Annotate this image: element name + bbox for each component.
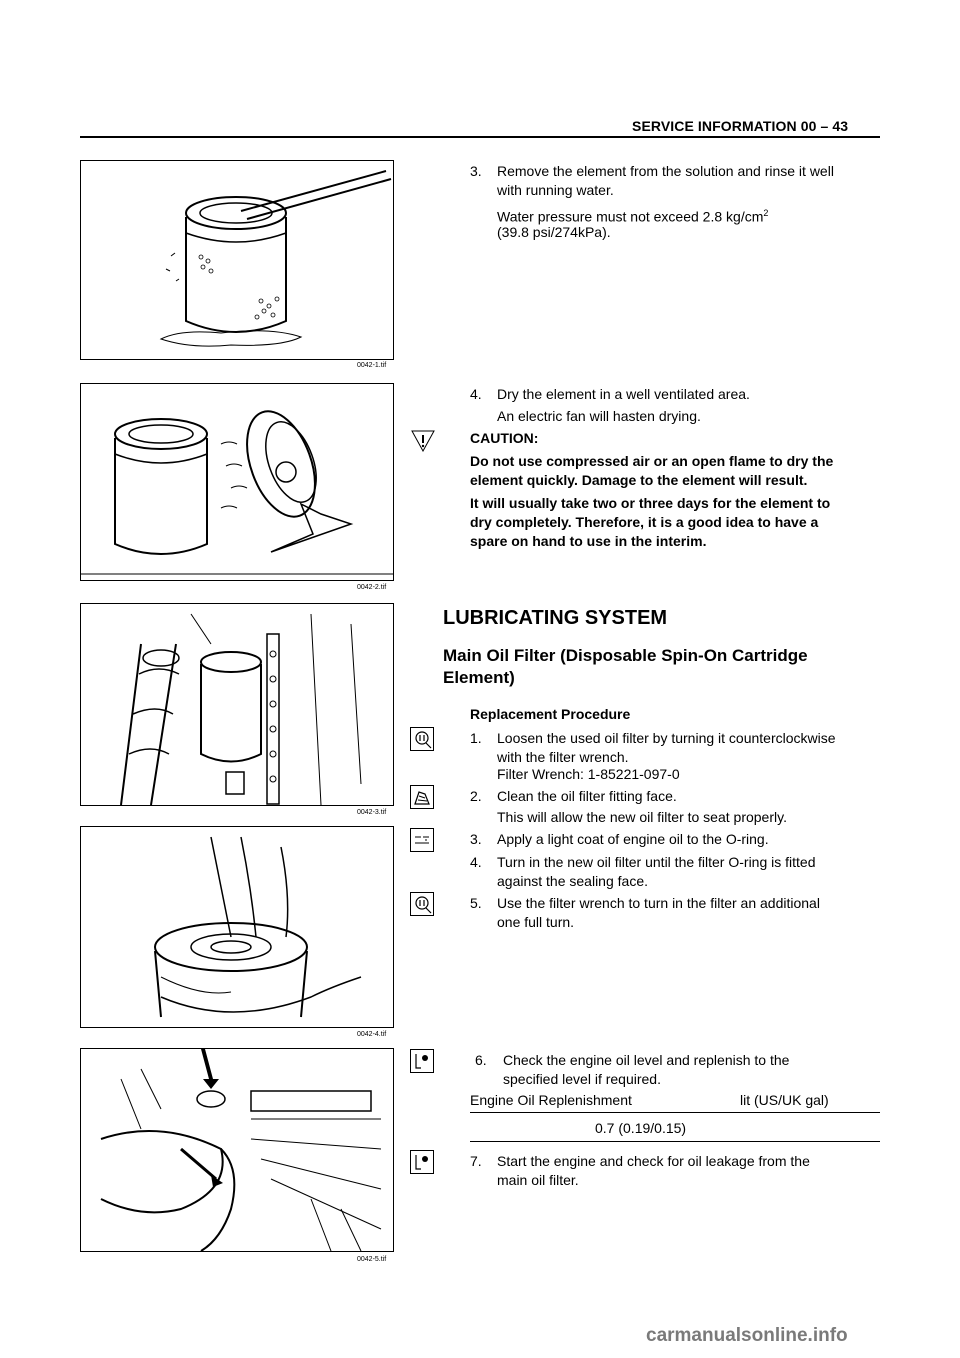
section-subtitle bbox=[443, 645, 873, 689]
step-number: 4. bbox=[470, 854, 482, 870]
step-number: 7. bbox=[470, 1153, 482, 1169]
figure-caption: 0042-1.tif bbox=[357, 362, 387, 369]
subtitle-line: Main Oil Filter (Disposable Spin-On Cartridge bbox=[443, 646, 808, 665]
step-text: against the sealing face. bbox=[497, 873, 648, 889]
wrench-icon bbox=[410, 892, 434, 916]
table-value: 0.7 (0.19/0.15) bbox=[595, 1120, 687, 1136]
step-text: specified level if required. bbox=[503, 1071, 661, 1087]
table-header-item: Engine Oil Replenishment bbox=[470, 1092, 632, 1108]
figure-caption: 0042-2.tif bbox=[357, 584, 387, 591]
figure-rinse-element bbox=[80, 160, 394, 360]
figure-caption: 0042-4.tif bbox=[357, 1031, 387, 1038]
caution-text: Do not use compressed air or an open flame to dry the bbox=[470, 453, 834, 469]
caution-text: element quickly. Damage to the element will result. bbox=[470, 472, 808, 488]
caution-text: spare on hand to use in the interim. bbox=[470, 533, 707, 549]
oil-check-icon bbox=[410, 1150, 434, 1174]
step-number: 1. bbox=[470, 730, 482, 746]
superscript: 2 bbox=[763, 208, 769, 218]
section-title: LUBRICATING SYSTEM bbox=[443, 607, 668, 629]
step-number: 3. bbox=[470, 831, 482, 847]
step-number: 4. bbox=[470, 386, 482, 402]
engine-filter-illustration bbox=[81, 604, 393, 805]
step-number: 3. bbox=[470, 163, 482, 179]
wrench-icon bbox=[410, 727, 434, 751]
step-note: An electric fan will hasten drying. bbox=[497, 408, 701, 424]
pressure-text: Water pressure must not exceed 2.8 kg/cm bbox=[497, 208, 764, 225]
figure-dry-element bbox=[80, 383, 394, 581]
step-number: 5. bbox=[470, 895, 482, 911]
header-rule bbox=[80, 136, 880, 138]
figure-oil-filter-engine bbox=[80, 603, 394, 806]
hands-filter-illustration bbox=[81, 827, 393, 1027]
table-rule bbox=[470, 1112, 880, 1113]
step-text: Apply a light coat of engine oil to the O-ring. bbox=[497, 831, 769, 847]
step-text: Dry the element in a well ventilated area. bbox=[497, 386, 750, 402]
step-text: with running water. bbox=[497, 182, 614, 198]
watermark: carmanualsonline.info bbox=[646, 1325, 848, 1346]
step-note: This will allow the new oil filter to seat properly. bbox=[497, 809, 787, 825]
engine-bay-illustration bbox=[81, 1049, 393, 1251]
oil-icon bbox=[410, 828, 434, 852]
fan-illustration bbox=[81, 384, 393, 580]
step-text: with the filter wrench. bbox=[497, 749, 629, 765]
step-text: Loosen the used oil filter by turning it counterclockwise bbox=[497, 730, 836, 746]
step-text: Clean the oil filter fitting face. bbox=[497, 788, 677, 804]
figure-engine-bay bbox=[80, 1048, 394, 1252]
figure-caption: 0042-5.tif bbox=[357, 1256, 387, 1263]
table-header-unit: lit (US/UK gal) bbox=[740, 1092, 829, 1108]
page-header: SERVICE INFORMATION 00 – 43 bbox=[632, 118, 849, 134]
caution-title: CAUTION: bbox=[470, 430, 539, 446]
step-text: Turn in the new oil filter until the filter O-ring is fitted bbox=[497, 854, 816, 870]
step-text: main oil filter. bbox=[497, 1172, 579, 1188]
oil-check-icon bbox=[410, 1049, 434, 1073]
step-text: Check the engine oil level and replenish to the bbox=[503, 1052, 790, 1068]
rinse-illustration bbox=[81, 161, 393, 359]
caution-icon bbox=[411, 430, 435, 452]
figure-install-filter bbox=[80, 826, 394, 1028]
step-number: 6. bbox=[475, 1052, 487, 1068]
procedure-title: Replacement Procedure bbox=[470, 706, 631, 722]
subtitle-line: Element) bbox=[443, 668, 515, 687]
step-text: Start the engine and check for oil leakage from the bbox=[497, 1153, 810, 1169]
clean-icon bbox=[410, 785, 434, 809]
step-text: one full turn. bbox=[497, 914, 575, 930]
step-note: (39.8 psi/274kPa). bbox=[497, 224, 611, 240]
caution-text: dry completely. Therefore, it is a good idea to have a bbox=[470, 514, 819, 530]
table-rule bbox=[470, 1141, 880, 1142]
step-text: Remove the element from the solution and rinse it well bbox=[497, 163, 834, 179]
step-text: Use the filter wrench to turn in the filter an additional bbox=[497, 895, 820, 911]
figure-caption: 0042-3.tif bbox=[357, 809, 387, 816]
step-number: 2. bbox=[470, 788, 482, 804]
caution-text: It will usually take two or three days for the element to bbox=[470, 495, 831, 511]
step-text: Filter Wrench: 1-85221-097-0 bbox=[497, 766, 680, 782]
